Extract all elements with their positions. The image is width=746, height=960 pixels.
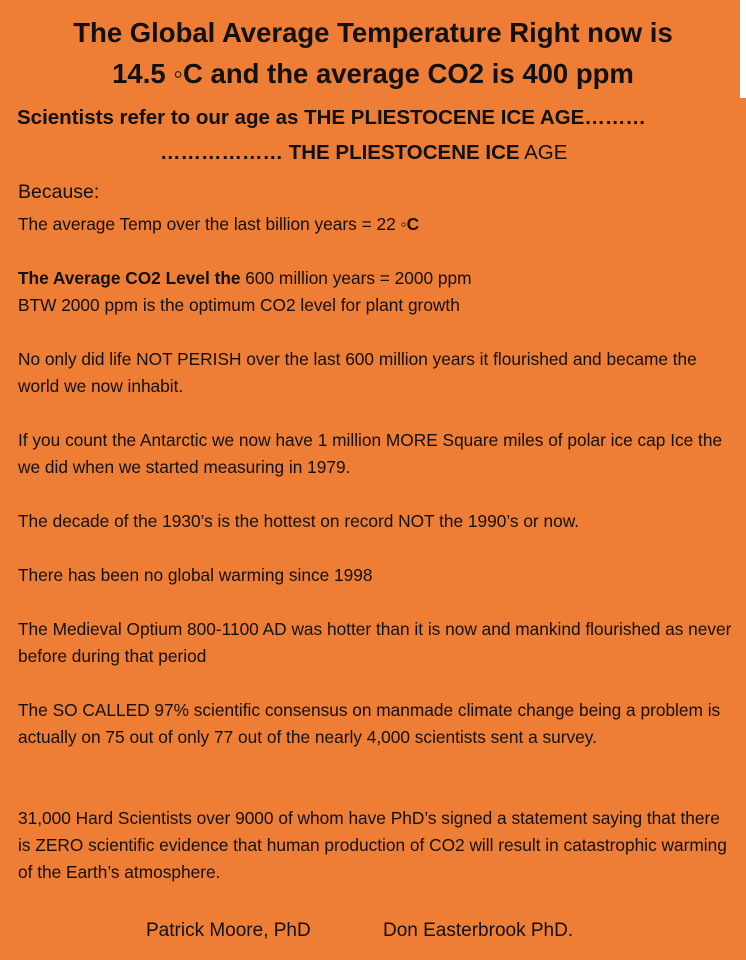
subtitle-line-2	[160, 138, 567, 168]
paragraph-decade: The decade of the 1930’s is the hottest on record NOT the 1990’s or now.	[18, 511, 580, 531]
paragraph-consensus: The SO CALLED 97% scientific consensus on manmade climate change being a problem is actually on 75 out of only 77 out of the nearly 4,000 scientists sent a survey.	[18, 700, 721, 747]
title-line-1: The Global Average Temperature Right now is	[73, 17, 673, 48]
paragraph-scientists: 31,000 Hard Scientists over 9000 of whom have PhD’s signed a statement saying that there is ZERO scientific evidence that human production of CO2 will result in catastrophic warming of the Earth’s atmosphere.	[18, 808, 727, 882]
paragraph-warming: There has been no global warming since 1998	[18, 565, 373, 585]
avg-temp-unit: C	[406, 214, 420, 234]
paragraph-medieval: The Medieval Optium 800-1100 AD was hotter than it is now and mankind flourished as never before during that period	[18, 619, 732, 666]
avg-temp-line	[18, 211, 733, 238]
title-line-2: 14.5 ◦C and the average CO2 is 400 ppm	[112, 58, 634, 89]
co2-value: 600 million years = 2000 ppm	[240, 268, 472, 288]
co2-label: The Average CO2 Level the	[18, 268, 241, 288]
signature-don-easterbrook: Don Easterbrook PhD.	[383, 920, 574, 941]
subtitle-line-2-normal: AGE	[519, 141, 568, 164]
signature-patrick-moore: Patrick Moore, PhD	[146, 920, 311, 941]
paragraph-antarctic: If you count the Antarctic we now have 1 million MORE Square miles of polar ice cap Ice the we did when we started measuring in 1979.	[18, 430, 723, 477]
co2-note: BTW 2000 ppm is the optimum CO2 level for plant growth	[18, 295, 460, 315]
subtitle-line-2-bold: ……………… THE PLIESTOCENE ICE	[160, 141, 520, 164]
co2-line	[18, 265, 733, 292]
avg-temp-text: The average Temp over the last billion years = 22 ◦	[18, 214, 407, 234]
paragraph-life: No only did life NOT PERISH over the last 600 million years it flourished and became the world we now inhabit.	[18, 349, 697, 396]
because-heading: Because:	[18, 181, 100, 203]
subtitle-line-1: Scientists refer to our age as THE PLIESTOCENE ICE AGE………	[17, 106, 646, 129]
